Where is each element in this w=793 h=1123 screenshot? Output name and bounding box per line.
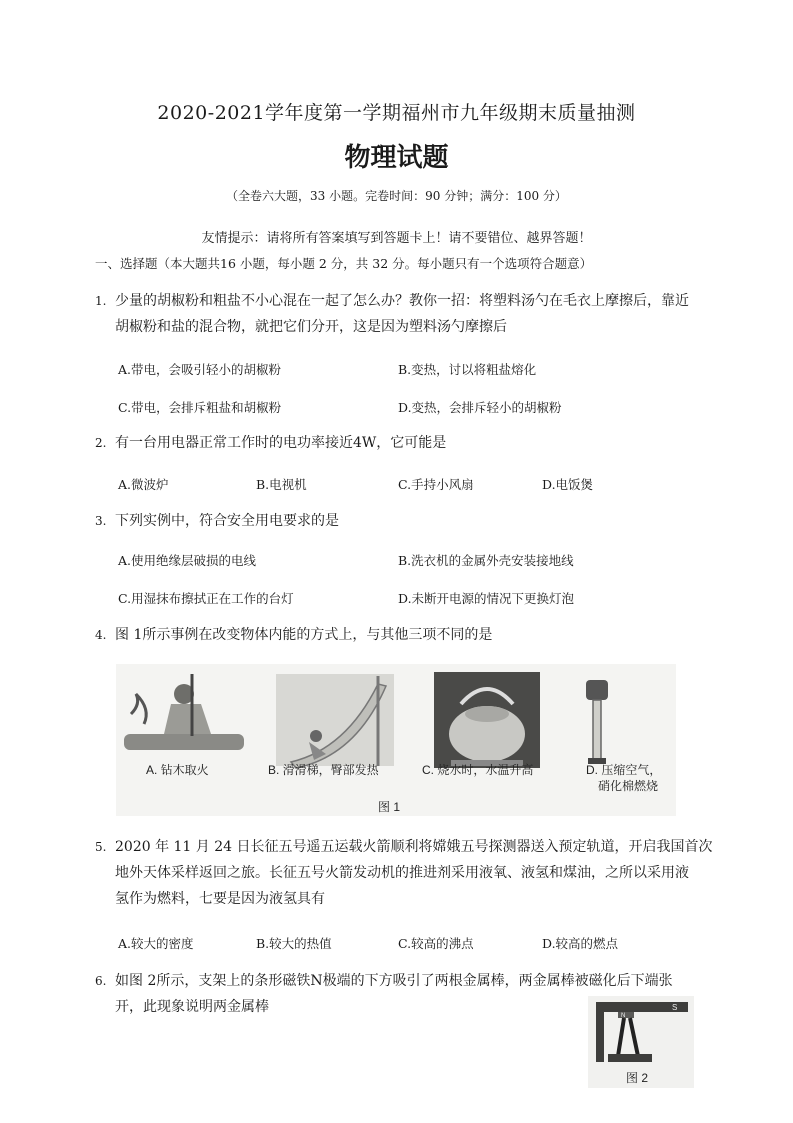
question-1 xyxy=(95,288,715,340)
option-b: B.变热，讨以将粗盐熔化 xyxy=(398,362,537,377)
magnet-s-label: S xyxy=(672,1003,678,1012)
option-b: B.洗衣机的金属外壳安装接地线 xyxy=(398,553,574,568)
question-2 xyxy=(95,430,715,456)
question-number: 4. xyxy=(95,628,107,642)
question-5 xyxy=(95,834,715,912)
option-c: C.带电，会排斥粗盐和胡椒粉 xyxy=(118,400,282,415)
question-number: 6. xyxy=(95,974,107,988)
question-text: 图 1所示事例在改变物体内能的方式上，与其他三项不同的是 xyxy=(115,627,493,643)
question-text: 下列实例中，符合安全用电要求的是 xyxy=(115,513,339,529)
option-a: A.使用绝缘层破损的电线 xyxy=(118,553,257,568)
question-number: 3. xyxy=(95,514,107,528)
wood-drilling-illustration xyxy=(124,674,244,750)
caption-d-line2: 硝化棉燃烧 xyxy=(598,779,659,793)
option-d: D.电饭煲 xyxy=(542,477,594,492)
figure-2-label: 图 2 xyxy=(626,1071,649,1085)
option-b: B.较大的热值 xyxy=(256,936,332,951)
exam-meta: （全卷六大题，33 小题。完卷时间：90 分钟；满分：100 分） xyxy=(226,189,567,203)
question-number: 5. xyxy=(95,840,107,854)
question-text: 如图 2所示，支架上的条形磁铁N极端的下方吸引了两根金属棒，两金属棒被磁化后下端张 xyxy=(115,973,673,989)
caption-d: D. 压缩空气， xyxy=(586,763,662,777)
figure-2 xyxy=(588,996,694,1088)
caption-a: A. 钻木取火 xyxy=(146,763,209,777)
magnet-illustration xyxy=(588,996,694,1088)
question-text: 开，此现象说明两金属棒 xyxy=(115,999,269,1015)
figure-1-illustrations xyxy=(116,664,676,816)
question-4 xyxy=(95,622,715,648)
option-a: A.带电，会吸引轻小的胡椒粉 xyxy=(118,362,282,377)
subject-title: 物理试题 xyxy=(344,143,449,173)
figure-1 xyxy=(116,664,676,816)
option-a: A.微波炉 xyxy=(118,477,169,492)
question-text: 地外天体采样返回之旅。长征五号火箭发动机的推进剂采用液氧、液氢和煤油，之所以采用液 xyxy=(115,865,689,881)
question-3 xyxy=(95,508,715,534)
question-text: 氢作为燃料，七要是因为液氢具有 xyxy=(115,891,325,907)
question-number: 1. xyxy=(95,294,107,308)
figure-1-label: 图 1 xyxy=(378,800,401,814)
question-text: 有一台用电器正常工作时的电功率接近4W，它可能是 xyxy=(115,435,447,451)
option-d: D.变热，会排斥轻小的胡椒粉 xyxy=(398,400,562,415)
option-b: B.电视机 xyxy=(256,477,307,492)
option-c: C.较高的沸点 xyxy=(398,936,474,951)
option-c: C.手持小风扇 xyxy=(398,477,474,492)
air-compression-illustration xyxy=(586,680,608,764)
option-d: D.未断开电源的情况下更换灯泡 xyxy=(398,591,575,606)
question-number: 2. xyxy=(95,436,107,450)
magnet-n-label: N xyxy=(621,1013,626,1019)
section-heading: 一、选择题（本大题共16 小题，每小题 2 分，共 32 分。每小题只有一个选项符合题意） xyxy=(95,256,593,271)
exam-title: 2020-2021学年度第一学期福州市九年级期末质量抽测 xyxy=(157,102,636,124)
exam-notice: 友情提示：请将所有答案填写到答题卡上！请不要错位、越界答题！ xyxy=(201,231,592,246)
caption-c: C. 烧水时，水温升高 xyxy=(422,763,534,777)
option-d: D.较高的燃点 xyxy=(542,936,619,951)
question-text: 2020 年 11 月 24 日长征五号遥五运载火箭顺利将嫦娥五号探测器送入预定轨道，开启我国首次 xyxy=(115,839,713,855)
option-a: A.较大的密度 xyxy=(118,936,194,951)
question-text: 胡椒粉和盐的混合物，就把它们分开，这是因为塑料汤勺摩擦后 xyxy=(115,319,507,335)
figure-1-captions xyxy=(146,762,661,814)
caption-b: B. 滑滑梯，臀部发热 xyxy=(268,763,379,777)
kettle-illustration xyxy=(434,672,540,768)
slide-illustration xyxy=(276,674,394,768)
option-c: C.用湿抹布擦拭正在工作的台灯 xyxy=(118,591,294,606)
question-text: 少量的胡椒粉和粗盐不小心混在一起了怎么办？教你一招：将塑料汤勺在毛衣上摩擦后，靠近 xyxy=(115,293,689,309)
